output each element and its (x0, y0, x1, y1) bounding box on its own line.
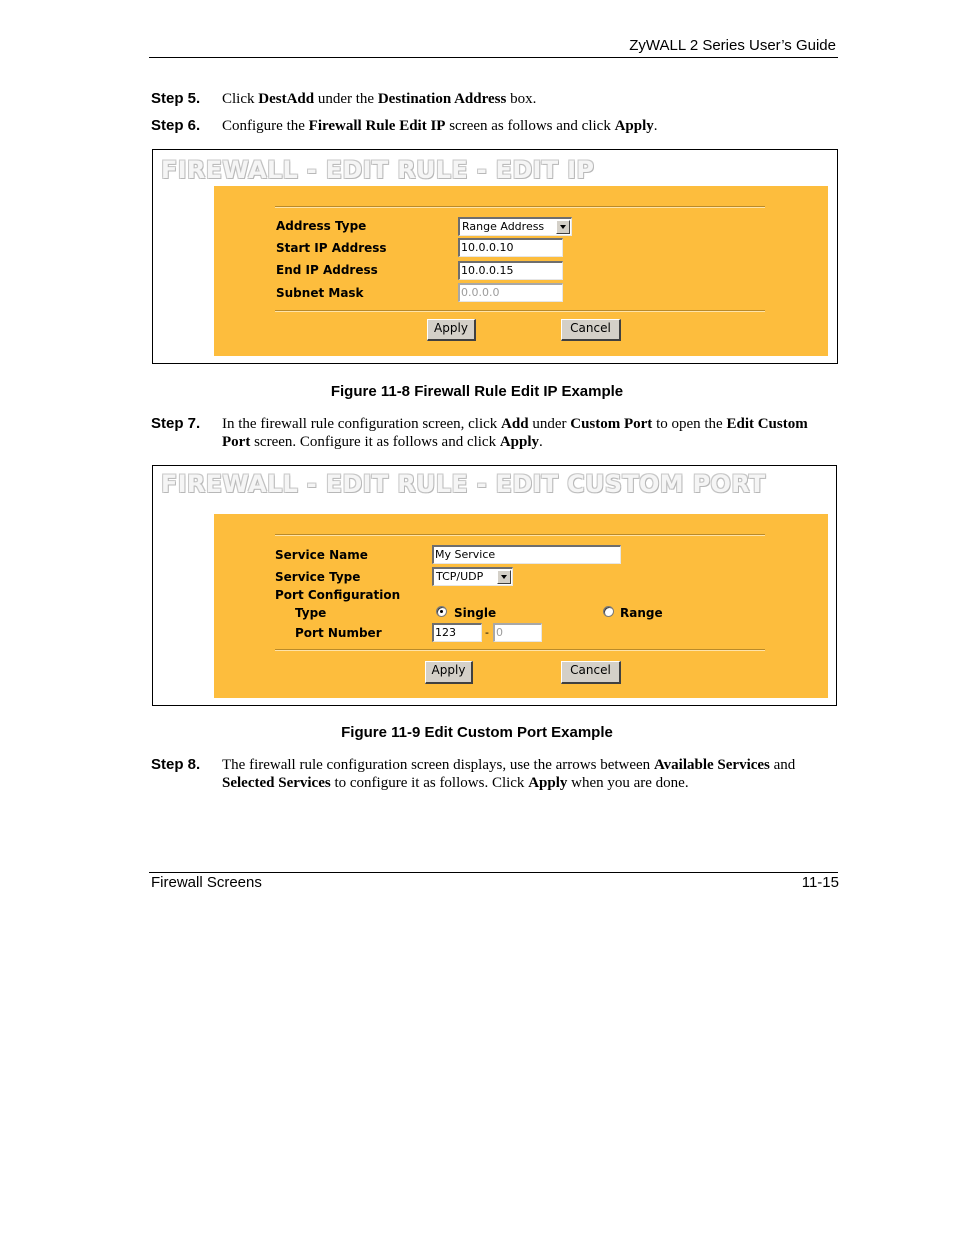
port-range-separator: - (485, 626, 489, 639)
chevron-down-icon[interactable] (556, 220, 570, 234)
step-8-text: The firewall rule configuration screen displays, use the arrows between Available Services and Selected Services to configure it as follows. Click Apply when you are done. (222, 757, 796, 791)
header-title: ZyWALL 2 Series User’s Guide (629, 37, 836, 54)
address-type-value: Range Address (462, 220, 545, 233)
subnet-mask-label: Subnet Mask (276, 286, 364, 300)
port-number-label: Port Number (295, 626, 382, 640)
edit-ip-panel (214, 186, 828, 356)
figure-edit-custom-port-caption: Figure 11-9 Edit Custom Port Example (341, 724, 613, 741)
separator (275, 649, 765, 651)
figure-edit-ip-title: FIREWALL - EDIT RULE - EDIT IP (161, 156, 595, 184)
port-number-start-input[interactable]: 123 (432, 623, 482, 642)
end-ip-label: End IP Address (276, 263, 378, 277)
apply-button[interactable]: Apply (425, 661, 473, 684)
service-type-select[interactable] (432, 567, 513, 586)
step-6-text: Configure the Firewall Rule Edit IP screen as follows and click Apply. (222, 118, 658, 134)
address-type-label: Address Type (276, 219, 367, 233)
figure-edit-ip (152, 149, 838, 364)
separator (275, 534, 765, 536)
service-type-label: Service Type (275, 570, 361, 584)
type-label: Type (295, 606, 327, 620)
end-ip-input[interactable]: 10.0.0.15 (458, 261, 563, 280)
figure-edit-custom-port (152, 465, 837, 706)
footer-section: Firewall Screens (151, 874, 262, 891)
start-ip-label: Start IP Address (276, 241, 387, 255)
service-type-value: TCP/UDP (436, 570, 484, 583)
start-ip-input[interactable]: 10.0.0.10 (458, 238, 563, 257)
step-6-label: Step 6. (151, 117, 201, 134)
service-name-label: Service Name (275, 548, 368, 562)
step-5-label: Step 5. (151, 90, 201, 107)
address-type-select[interactable] (458, 217, 572, 236)
port-configuration-label: Port Configuration (275, 588, 401, 602)
separator (275, 206, 765, 208)
apply-button[interactable]: Apply (427, 319, 476, 341)
range-label: Range (620, 606, 663, 620)
footer-rule (149, 872, 838, 873)
service-name-input[interactable]: My Service (432, 545, 621, 564)
cancel-button[interactable]: Cancel (561, 319, 621, 341)
step-5-text: Click DestAdd under the Destination Address box. (222, 91, 537, 107)
figure-edit-custom-port-title: FIREWALL - EDIT RULE - EDIT CUSTOM PORT (161, 470, 766, 498)
footer-page-number: 11-15 (801, 874, 839, 891)
single-label: Single (454, 606, 497, 620)
single-radio[interactable] (436, 606, 447, 617)
figure-edit-ip-caption: Figure 11-8 Firewall Rule Edit IP Example (330, 383, 624, 400)
step-7-text: In the firewall rule configuration screen, click Add under Custom Port to open the Edit Custom Port screen. Configure it as follows and click Apply. (222, 416, 808, 450)
step-8-label: Step 8. (151, 756, 201, 773)
header-rule (149, 57, 838, 58)
port-number-end-input[interactable]: 0 (493, 623, 542, 642)
step-7-label: Step 7. (151, 415, 201, 432)
range-radio[interactable] (603, 606, 614, 617)
cancel-button[interactable]: Cancel (561, 661, 621, 684)
subnet-mask-input[interactable]: 0.0.0.0 (458, 283, 563, 302)
edit-custom-port-panel (214, 514, 828, 698)
chevron-down-icon[interactable] (497, 570, 511, 584)
separator (275, 310, 765, 312)
